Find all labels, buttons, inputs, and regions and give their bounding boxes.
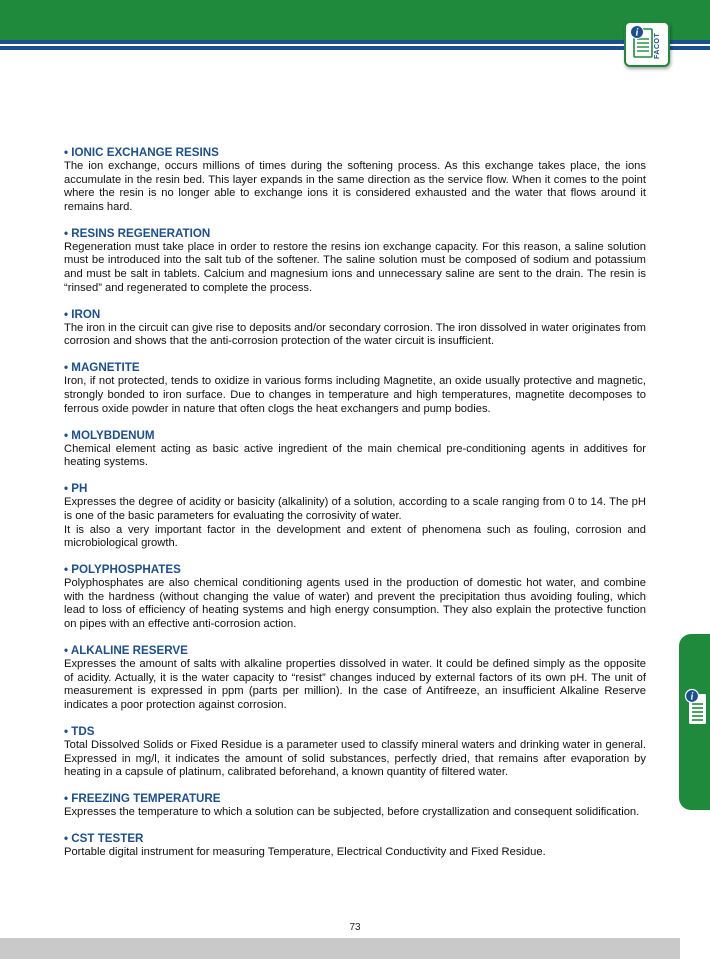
glossary-entry [64,146,646,214]
glossary-content [64,146,646,873]
entry-text: Polyphosphates are also chemical conditioning agents used in the production of domestic hot water, and combine with the hardness (without changing the value of water) and prevent the precipitation thus avoiding fouling, which lead to loss of efficiency of heating systems and high energy consumption. They also explain the protective function on pipes with an effective anti-corrosion action. [64,577,646,631]
entry-text: Regeneration must take place in order to restore the resins ion exchange capacity. For this reason, a saline solution must be introduced into the salt tub of the softener. The saline solution must be composed of sodium and potassium and must be salt in tablets. Calcium and magnesium ions and unnecessary saline are sent to the drain. The resin is “rinsed” and regenerated to complete the process. [64,240,646,294]
entry-heading: • ALKALINE RESERVE [64,644,188,658]
entry-heading: • POLYPHOSPHATES [64,563,181,577]
entry-text: Total Dissolved Solids or Fixed Residue is a parameter used to classify mineral waters and drinking water in general. Expressed in mg/l, it indicates the amount of solid substances, perfectly dried, that remains after evaporation by heating in a capsule of platinum, calibrated beforehand, a known quantity of filtered water. [64,739,646,779]
entry-heading: • TDS [64,725,95,739]
entry-text: Chemical element acting as basic active ingredient of the main chemical pre-conditioning agents in additives for heating systems. [64,442,646,469]
svg-text:i: i [635,27,639,39]
entry-text: The iron in the circuit can give rise to deposits and/or secondary corrosion. The iron dissolved in water originates from corrosion and shows that the anti-corrosion protection of the water circuit is insufficient. [64,321,646,348]
facot-badge [624,21,670,67]
glossary-entry [64,832,646,860]
entry-text: Expresses the degree of acidity or basicity (alkalinity) of a solution, according to a scale ranging from 0 to 14. The pH is one of the basic parameters for evaluating the corrosivity of water. [64,496,646,522]
facot-label: FACOT [654,32,661,60]
entry-text: It is also a very important factor in the development and extent of phenomena such as fouling, corrosion and microbiological growth. [64,523,646,550]
entry-heading: • PH [64,482,88,496]
info-document-icon [682,686,710,730]
glossary-entry [64,644,646,712]
glossary-entry [64,361,646,416]
header-divider [0,44,710,46]
glossary-entry [64,563,646,631]
entry-text: Expresses the amount of salts with alkaline properties dissolved in water. It could be defined simply as the opposite of acidity. Actually, it is the water capacity to “resist” changes induced by external factors of its own pH. The unit of measurement is expressed in ppm (parts per million). In the case of Antifreeze, an insufficient Alkaline Reserve indicates a poor protection against corrosion. [64,658,646,711]
glossary-entry [64,725,646,780]
entry-text: The ion exchange, occurs millions of times during the softening process. As this exchange takes place, the ions accumulate in the resin bed. This layer expands in the same direction as the service flow. When it comes to the point where the resin is no longer able to exchange ions it is considered exhausted and the water that flows around it remains hard. [64,160,646,213]
entry-heading: • FREEZING TEMPERATURE [64,792,221,806]
entry-heading: • MAGNETITE [64,361,140,375]
side-tab[interactable] [679,634,710,810]
glossary-entry [64,792,646,820]
entry-heading: • IRON [64,307,101,321]
svg-text:i: i [690,691,694,703]
footer-bar [0,938,680,959]
entry-text: Iron, if not protected, tends to oxidize in various forms including Magnetite, an oxide usually protective and magnetic, strongly bonded to iron surface. Due to changes in temperature and high temperatures, magnetite decomposes to ferrous oxide powder in nature that often clogs the heat exchangers and pump bodies. [64,375,646,415]
entry-text: Expresses the temperature to which a solution can be subjected, before crystallization and consequent solidification. [64,806,640,819]
page-number: 73 [349,922,361,933]
entry-heading: • MOLYBDENUM [64,428,155,442]
glossary-entry [64,308,646,349]
entry-text: Portable digital instrument for measuring Temperature, Electrical Conductivity and Fixed Residue. [64,846,546,859]
glossary-entry [64,227,646,295]
entry-heading: • IONIC EXCHANGE RESINS [64,146,219,159]
entry-heading: • CST TESTER [64,832,144,846]
glossary-entry [64,482,646,550]
glossary-entry [64,429,646,470]
header-green-band [0,0,710,40]
entry-heading: • RESINS REGENERATION [64,226,211,240]
